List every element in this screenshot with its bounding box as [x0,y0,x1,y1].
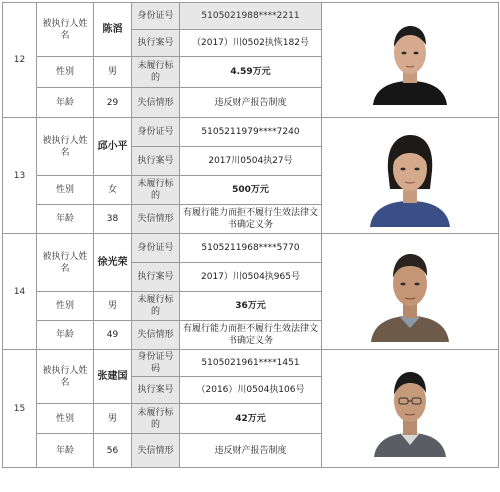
id-card-label: 身份证号 [132,118,180,147]
case-no-value: 2017）川0504执965号 [180,263,322,292]
id-card-label: 身份证号 [132,234,180,263]
gender-label: 性别 [37,176,94,205]
record-index: 12 [3,3,37,118]
age-value: 56 [94,434,132,468]
id-card-value: 5105021988****2211 [180,3,322,30]
age-value: 38 [94,205,132,234]
case-no-value: （2016）川0504执106号 [180,377,322,404]
unpaid-label: 未履行标的 [132,404,180,434]
gender-value: 女 [94,176,132,205]
age-label: 年龄 [37,88,94,118]
record-index: 13 [3,118,37,234]
debtor-portrait-photo [371,15,449,105]
unpaid-label: 未履行标的 [132,176,180,205]
age-label: 年龄 [37,321,94,350]
debtor-portrait-photo [372,361,448,457]
age-label: 年龄 [37,434,94,468]
gender-value: 男 [94,57,132,88]
id-card-label: 身份证号 [132,3,180,30]
gender-label: 性别 [37,292,94,321]
id-card-value: 5105211979****7240 [180,118,322,147]
id-card-value: 5105021961****1451 [180,350,322,377]
dishonest-value: 违反财产报告制度 [180,434,322,468]
debtor-name: 陈滔 [94,3,132,57]
unpaid-label: 未履行标的 [132,292,180,321]
id-card-value: 5105211968****5770 [180,234,322,263]
record-13-row-1 [3,118,499,147]
dishonest-value: 有履行能力而拒不履行生效法律文书确定义务 [180,321,322,350]
name-label: 被执行人姓名 [37,118,94,176]
dishonest-value: 有履行能力而拒不履行生效法律文书确定义务 [180,205,322,234]
name-label: 被执行人姓名 [37,234,94,292]
gender-label: 性别 [37,404,94,434]
record-12-row-1 [3,3,499,30]
unpaid-value: 500万元 [180,176,322,205]
gender-value: 男 [94,404,132,434]
debtor-photo-cell [322,118,499,234]
age-value: 29 [94,88,132,118]
dishonest-label: 失信情形 [132,321,180,350]
dishonest-value: 违反财产报告制度 [180,88,322,118]
record-14-row-1 [3,234,499,263]
gender-value: 男 [94,292,132,321]
dishonest-label: 失信情形 [132,205,180,234]
dishonest-label: 失信情形 [132,88,180,118]
debtor-portrait-photo [369,242,451,342]
debtor-photo-cell [322,234,499,350]
case-no-label: 执行案号 [132,147,180,176]
dishonest-label: 失信情形 [132,434,180,468]
case-no-value: （2017）川0502执恢182号 [180,30,322,57]
record-15-row-1 [3,350,499,377]
case-no-label: 执行案号 [132,263,180,292]
case-no-value: 2017川0504执27号 [180,147,322,176]
gender-label: 性别 [37,57,94,88]
unpaid-label: 未履行标的 [132,57,180,88]
unpaid-value: 42万元 [180,404,322,434]
name-label: 被执行人姓名 [37,350,94,404]
debtor-portrait-photo [368,125,452,227]
record-index: 15 [3,350,37,468]
dishonest-debtor-table [2,2,499,468]
age-value: 49 [94,321,132,350]
record-index: 14 [3,234,37,350]
debtor-name: 张建国 [94,350,132,404]
id-card-label: 身份证号码 [132,350,180,377]
case-no-label: 执行案号 [132,377,180,404]
name-label: 被执行人姓名 [37,3,94,57]
debtor-name: 徐光荣 [94,234,132,292]
debtor-photo-cell [322,3,499,118]
debtor-name: 邱小平 [94,118,132,176]
unpaid-value: 4.59万元 [180,57,322,88]
case-no-label: 执行案号 [132,30,180,57]
debtor-photo-cell [322,350,499,468]
age-label: 年龄 [37,205,94,234]
unpaid-value: 36万元 [180,292,322,321]
